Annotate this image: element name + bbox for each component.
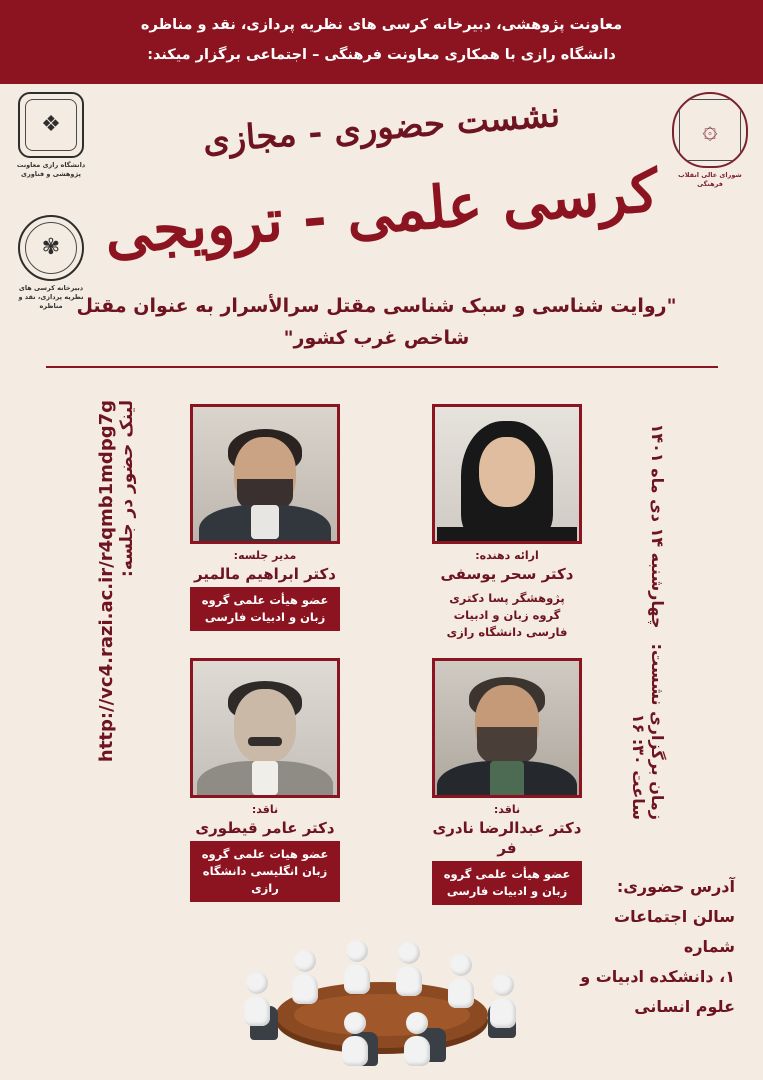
person-figure-icon — [340, 1012, 370, 1066]
participant-name: دکتر عامر قیطوری — [195, 819, 335, 837]
participants-row-1 — [190, 404, 582, 644]
datetime-value: چهارشنبه ۱۴ دی ماه ۱۴۰۱ ساعت ۳۰: ۱۶ — [629, 423, 667, 820]
participant-card — [432, 404, 582, 644]
session-subject: "روایت شناسی و سبک شناسی مقتل سرالأسرار به عنوان مقتل شاخص غرب کشور" — [76, 295, 677, 349]
participant-affiliation: عضو هیأت علمی گروه زبان و ادبیات فارسی — [190, 587, 340, 631]
nazariye-logo-caption: دبیرخانه کرسی های نظریه پردازی، نقد و مناظره — [18, 284, 84, 310]
council-seal-glyph: ۞ — [702, 115, 718, 145]
title-script-line-2: کرسی علمی - ترویجی — [102, 156, 661, 268]
participant-name: دکتر ابراهیم مالمیر — [194, 565, 336, 583]
header-band — [0, 0, 763, 84]
participants-grid — [190, 404, 582, 905]
title-script-line-1: نشست حضوری - مجازی — [201, 94, 562, 162]
attendance-link-url[interactable]: http://vc4.razi.ac.ir/r4qmb1mdpg7g — [96, 400, 117, 763]
council-logo-caption: شورای عالی انقلاب فرهنگی — [678, 171, 742, 188]
participant-role: ناقد: — [493, 803, 521, 816]
meeting-illustration — [232, 920, 532, 1080]
participant-affiliation: پژوهشگر پسا دکتری گروه زبان و ادبیات فارسی دانشگاه رازی — [446, 591, 568, 639]
person-figure-icon — [488, 974, 518, 1028]
attendance-link-block — [96, 400, 137, 820]
attendance-link-label: لینک حضور در جلسه: — [117, 400, 137, 577]
person-figure-icon — [394, 942, 424, 996]
divider — [46, 366, 718, 368]
participants-row-2 — [190, 658, 582, 905]
person-figure-icon — [402, 1012, 432, 1066]
header-line-1: معاونت پژوهشی، دبیرخانه کرسی های نظریه پردازی، نقد و مناظره — [140, 17, 623, 33]
person-figure-icon — [342, 940, 372, 994]
person-figure-icon — [446, 954, 476, 1008]
participant-card — [190, 658, 340, 905]
address-line-2: ۱، دانشکده ادبیات و — [580, 967, 735, 986]
nazariye-seal-glyph: ✾ — [41, 235, 61, 260]
participant-photo — [190, 404, 340, 544]
participant-photo — [432, 658, 582, 798]
participant-name: دکتر عبدالرضا نادری فر — [432, 819, 582, 857]
person-figure-icon — [242, 972, 272, 1026]
participant-photo — [432, 404, 582, 544]
address-block — [575, 872, 735, 1022]
datetime-label: زمان برگزاری نشست: — [648, 643, 667, 820]
person-figure-icon — [290, 950, 320, 1004]
razi-seal-glyph: ❖ — [41, 112, 61, 137]
participant-role: ناقد: — [251, 803, 279, 816]
participant-affiliation: عضو هیأت علمی گروه زبان و ادبیات فارسی — [432, 861, 582, 905]
datetime-block — [629, 400, 667, 820]
participant-card — [190, 404, 340, 644]
address-label: آدرس حضوری: — [616, 877, 735, 896]
participant-role: ارائه دهنده: — [475, 549, 539, 562]
address-line-1: سالن اجتماعات شماره — [613, 907, 735, 956]
razi-logo-caption: دانشگاه رازی معاونت پژوهشی و فناوری — [16, 161, 86, 178]
participant-affiliation: عضو هیات علمی گروه زبان انگلیسی دانشگاه رازی — [190, 841, 340, 902]
participant-name: دکتر سحر یوسفی — [440, 565, 574, 583]
address-line-3: علوم انسانی — [634, 997, 735, 1016]
header-line-2: دانشگاه رازی با همکاری معاونت فرهنگی – اجتماعی برگزار میکند: — [147, 47, 616, 63]
participant-card — [432, 658, 582, 905]
participant-photo — [190, 658, 340, 798]
participant-role: مدیر جلسه: — [233, 549, 297, 562]
